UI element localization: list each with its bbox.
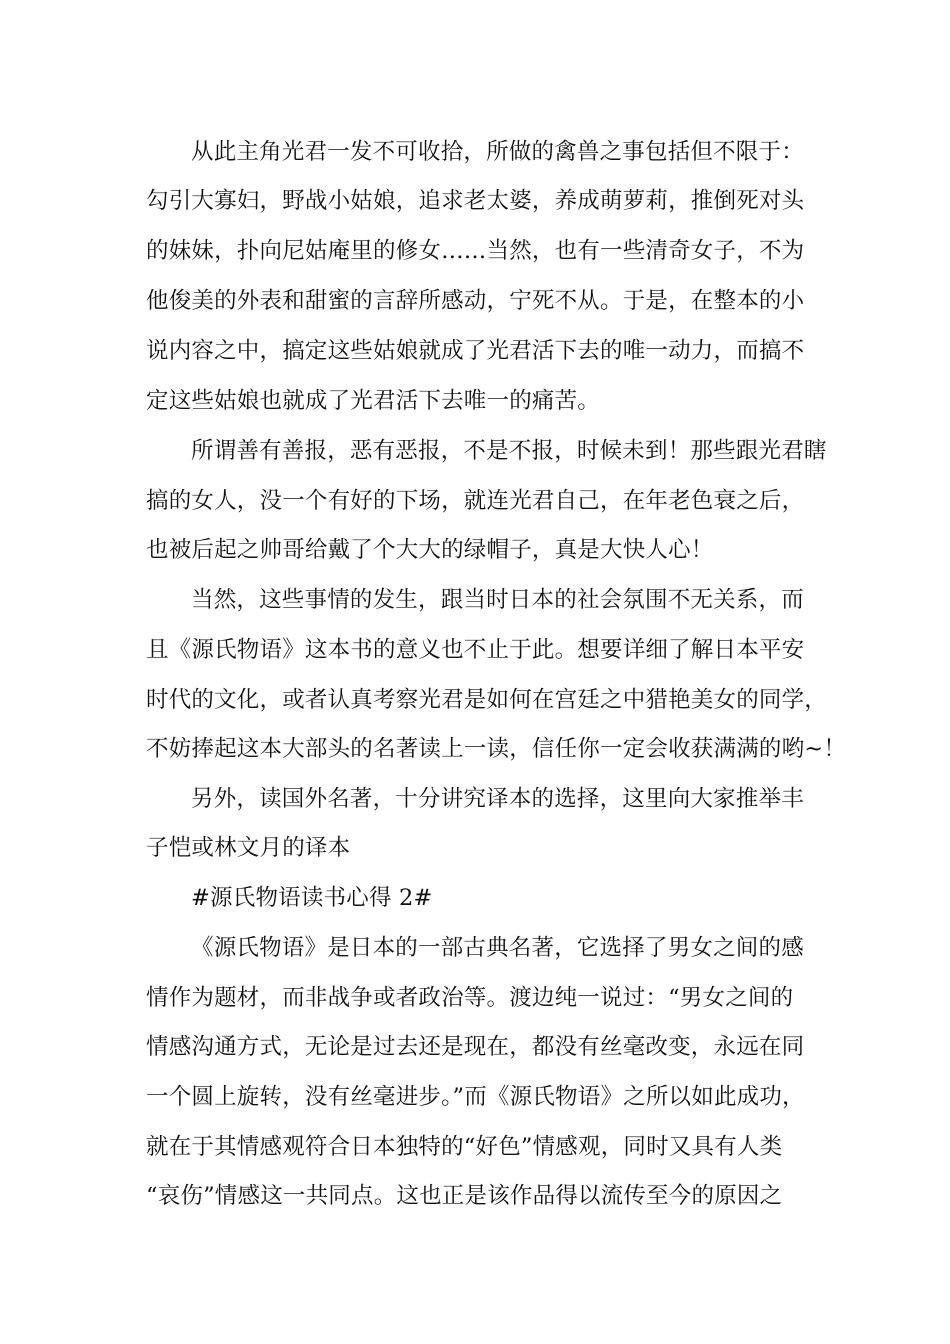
- paragraph-line: 也被后起之帅哥给戴了个大大的绿帽子，真是大快人心！: [146, 537, 714, 563]
- paragraph-line: 就在于其情感观符合日本独特的“好色”情感观，同时又具有人类: [146, 1134, 783, 1160]
- paragraph-line: 且《源氏物语》这本书的意义也不止于此。想要详细了解日本平安: [146, 637, 805, 663]
- paragraph-line: 时代的文化，或者认真考察光君是如何在宫廷之中猎艳美女的同学，: [146, 687, 828, 713]
- paragraph-line: 他俊美的外表和甜蜜的言辞所感动，宁死不从。于是，在整本的小: [146, 288, 805, 314]
- paragraph-line: 子恺或林文月的译本: [146, 835, 351, 861]
- paragraph-line: “哀伤”情感这一共同点。这也正是该作品得以流传至今的原因之: [146, 1183, 783, 1209]
- paragraph-line: 另外，读国外名著，十分讲究译本的选择，这里向大家推举丰: [191, 786, 804, 812]
- paragraph-line: 情感沟通方式，无论是过去还是现在，都没有丝毫改变，永远在同: [146, 1034, 805, 1060]
- paragraph-line: 不妨捧起这本大部头的名著读上一读，信任你一定会收获满满的哟~！: [146, 736, 847, 762]
- paragraph-line: 定这些姑娘也就成了光君活下去唯一的痛苦。: [146, 388, 601, 414]
- paragraph-line: 搞的女人，没一个有好的下场，就连光君自己，在年老色衰之后，: [146, 488, 805, 514]
- paragraph-line: 当然，这些事情的发生，跟当时日本的社会氛围不无关系，而: [191, 587, 804, 613]
- paragraph-line: 情作为题材，而非战争或者政治等。渡边纯一说过：“男女之间的: [146, 985, 794, 1011]
- paragraph-line: 《源氏物语》是日本的一部古典名著，它选择了男女之间的感: [191, 935, 804, 961]
- paragraph-line: 所谓善有善报，恶有恶报，不是不报，时候未到！那些跟光君瞎: [191, 438, 827, 464]
- section-heading: #源氏物语读书心得 2#: [191, 885, 433, 911]
- paragraph-line: 一个圆上旋转，没有丝毫进步。”而《源氏物语》之所以如此成功，: [146, 1084, 805, 1110]
- paragraph-line: 的妹妹，扑向尼姑庵里的修女……当然，也有一些清奇女子，不为: [146, 238, 805, 264]
- paragraph-line: 说内容之中，搞定这些姑娘就成了光君活下去的唯一动力，而搞不: [146, 338, 805, 364]
- paragraph-line: 勾引大寡妇，野战小姑娘，追求老太婆，养成萌萝莉，推倒死对头: [146, 188, 805, 214]
- paragraph-line: 从此主角光君一发不可收拾，所做的禽兽之事包括但不限于：: [191, 139, 804, 165]
